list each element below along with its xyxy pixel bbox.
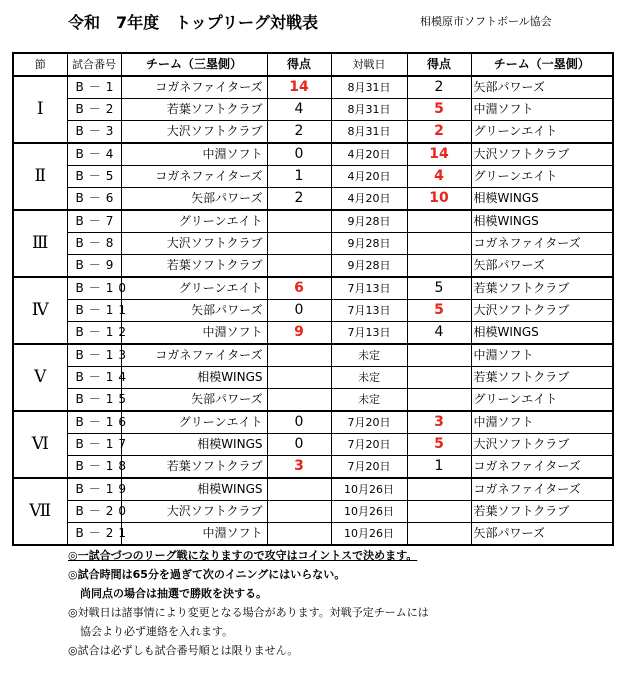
score-third-base	[267, 501, 331, 523]
team-third-base: 若葉ソフトクラブ	[121, 456, 267, 479]
team-third-base: グリーンエイト	[121, 411, 267, 434]
team-first-base: 矢部パワーズ	[471, 523, 613, 546]
match-date: 未定	[331, 389, 407, 412]
team-first-base: 大沢ソフトクラブ	[471, 143, 613, 166]
header-score1: 得点	[407, 53, 471, 76]
match-number: B－13	[67, 344, 121, 367]
score-third-base	[267, 344, 331, 367]
section-label: Ⅶ	[13, 478, 67, 545]
match-number: B－10	[67, 277, 121, 300]
score-third-base: 2	[267, 121, 331, 144]
header-row	[13, 53, 613, 76]
table-row	[13, 76, 613, 99]
score-first-base	[407, 233, 471, 255]
team-first-base: グリーンエイト	[471, 389, 613, 412]
match-date: 9月28日	[331, 233, 407, 255]
table-row	[13, 478, 613, 501]
score-first-base: 2	[407, 121, 471, 144]
score-third-base	[267, 367, 331, 389]
match-number: B－1	[67, 76, 121, 99]
score-first-base	[407, 523, 471, 546]
table-row	[13, 143, 613, 166]
table-row	[13, 99, 613, 121]
table-row	[13, 210, 613, 233]
team-third-base: グリーンエイト	[121, 277, 267, 300]
score-third-base: 0	[267, 300, 331, 322]
score-first-base	[407, 478, 471, 501]
team-third-base: 中淵ソフト	[121, 523, 267, 546]
schedule-body	[13, 76, 613, 545]
match-date: 7月13日	[331, 277, 407, 300]
match-number: B－14	[67, 367, 121, 389]
score-third-base: 3	[267, 456, 331, 479]
score-third-base: 14	[267, 76, 331, 99]
note-line: 協会より必ず連絡を入れます。	[80, 625, 234, 638]
team-third-base: 若葉ソフトクラブ	[121, 255, 267, 278]
match-number: B－9	[67, 255, 121, 278]
header-section: 節	[13, 53, 67, 76]
score-first-base: 4	[407, 166, 471, 188]
note-line: ◎試合時間は65分を過ぎて次のイニングにはいらない。	[68, 568, 346, 581]
score-first-base: 14	[407, 143, 471, 166]
table-row	[13, 367, 613, 389]
match-number: B－18	[67, 456, 121, 479]
table-row	[13, 344, 613, 367]
score-third-base	[267, 255, 331, 278]
match-date: 7月13日	[331, 322, 407, 345]
team-first-base: 若葉ソフトクラブ	[471, 367, 613, 389]
score-first-base	[407, 501, 471, 523]
score-third-base: 1	[267, 166, 331, 188]
match-date: 10月26日	[331, 523, 407, 546]
team-first-base: コガネファイターズ	[471, 233, 613, 255]
table-row	[13, 166, 613, 188]
section-label: Ⅳ	[13, 277, 67, 344]
team-third-base: グリーンエイト	[121, 210, 267, 233]
table-row	[13, 121, 613, 144]
team-first-base: 若葉ソフトクラブ	[471, 277, 613, 300]
score-third-base: 6	[267, 277, 331, 300]
team-third-base: 中淵ソフト	[121, 322, 267, 345]
header-team1: チーム（一塁側）	[471, 53, 613, 76]
header-match-no: 試合番号	[67, 53, 121, 76]
section-label: Ⅵ	[13, 411, 67, 478]
header-team3: チーム（三塁側）	[121, 53, 267, 76]
score-first-base	[407, 367, 471, 389]
section-label: Ⅴ	[13, 344, 67, 411]
match-number: B－3	[67, 121, 121, 144]
match-date: 10月26日	[331, 478, 407, 501]
team-third-base: 矢部パワーズ	[121, 300, 267, 322]
match-number: B－21	[67, 523, 121, 546]
score-third-base: 0	[267, 411, 331, 434]
match-number: B－4	[67, 143, 121, 166]
team-third-base: コガネファイターズ	[121, 76, 267, 99]
note-line: 尚同点の場合は抽選で勝敗を決する。	[80, 587, 267, 600]
team-first-base: コガネファイターズ	[471, 456, 613, 479]
match-number: B－11	[67, 300, 121, 322]
page-title: 令和 7年度 トップリーグ対戦表	[68, 13, 319, 32]
table-row	[13, 233, 613, 255]
match-number: B－20	[67, 501, 121, 523]
score-first-base: 5	[407, 99, 471, 121]
score-third-base	[267, 523, 331, 546]
match-number: B－7	[67, 210, 121, 233]
match-date: 7月13日	[331, 300, 407, 322]
match-number: B－2	[67, 99, 121, 121]
match-date: 10月26日	[331, 501, 407, 523]
team-third-base: 相模WINGS	[121, 478, 267, 501]
team-third-base: 相模WINGS	[121, 434, 267, 456]
score-third-base: 9	[267, 322, 331, 345]
score-first-base: 5	[407, 277, 471, 300]
team-first-base: グリーンエイト	[471, 121, 613, 144]
match-number: B－16	[67, 411, 121, 434]
table-row	[13, 456, 613, 479]
score-first-base	[407, 210, 471, 233]
score-first-base	[407, 255, 471, 278]
note-line: ◎一試合づつのリーグ戦になりますので攻守はコイントスで決めます。	[68, 549, 418, 562]
score-third-base	[267, 389, 331, 412]
table-row	[13, 255, 613, 278]
table-row	[13, 434, 613, 456]
team-third-base: コガネファイターズ	[121, 344, 267, 367]
match-date: 4月20日	[331, 188, 407, 211]
team-first-base: 中淵ソフト	[471, 99, 613, 121]
team-first-base: 矢部パワーズ	[471, 255, 613, 278]
table-row	[13, 523, 613, 546]
team-first-base: 矢部パワーズ	[471, 76, 613, 99]
team-first-base: グリーンエイト	[471, 166, 613, 188]
section-label: Ⅲ	[13, 210, 67, 277]
team-third-base: 相模WINGS	[121, 367, 267, 389]
header-score3: 得点	[267, 53, 331, 76]
team-third-base: 大沢ソフトクラブ	[121, 501, 267, 523]
score-first-base: 1	[407, 456, 471, 479]
organization-name: 相模原市ソフトボール協会	[420, 15, 552, 28]
table-row	[13, 501, 613, 523]
table-row	[13, 389, 613, 412]
table-row	[13, 277, 613, 300]
match-number: B－15	[67, 389, 121, 412]
score-first-base: 4	[407, 322, 471, 345]
team-third-base: 若葉ソフトクラブ	[121, 99, 267, 121]
match-number: B－17	[67, 434, 121, 456]
team-first-base: 若葉ソフトクラブ	[471, 501, 613, 523]
note-line: ◎試合は必ずしも試合番号順とは限りません。	[68, 644, 299, 657]
schedule-table	[12, 52, 614, 546]
team-first-base: コガネファイターズ	[471, 478, 613, 501]
table-row	[13, 188, 613, 211]
header-date: 対戦日	[331, 53, 407, 76]
match-date: 未定	[331, 344, 407, 367]
team-third-base: 矢部パワーズ	[121, 188, 267, 211]
match-number: B－12	[67, 322, 121, 345]
score-first-base: 5	[407, 434, 471, 456]
match-date: 7月20日	[331, 434, 407, 456]
match-date: 未定	[331, 367, 407, 389]
match-date: 8月31日	[331, 99, 407, 121]
team-first-base: 大沢ソフトクラブ	[471, 434, 613, 456]
score-third-base: 0	[267, 143, 331, 166]
team-first-base: 中淵ソフト	[471, 411, 613, 434]
match-date: 8月31日	[331, 76, 407, 99]
match-date: 8月31日	[331, 121, 407, 144]
team-third-base: 大沢ソフトクラブ	[121, 121, 267, 144]
score-third-base: 4	[267, 99, 331, 121]
score-third-base	[267, 478, 331, 501]
match-number: B－6	[67, 188, 121, 211]
team-third-base: 矢部パワーズ	[121, 389, 267, 412]
team-first-base: 中淵ソフト	[471, 344, 613, 367]
team-third-base: コガネファイターズ	[121, 166, 267, 188]
team-third-base: 中淵ソフト	[121, 143, 267, 166]
score-first-base: 5	[407, 300, 471, 322]
score-first-base	[407, 389, 471, 412]
team-first-base: 相模WINGS	[471, 210, 613, 233]
note-line: ◎対戦日は諸事情により変更となる場合があります。対戦予定チームには	[68, 606, 429, 619]
team-first-base: 相模WINGS	[471, 188, 613, 211]
match-date: 7月20日	[331, 411, 407, 434]
score-first-base	[407, 344, 471, 367]
table-row	[13, 411, 613, 434]
match-number: B－5	[67, 166, 121, 188]
match-date: 9月28日	[331, 210, 407, 233]
team-first-base: 相模WINGS	[471, 322, 613, 345]
section-label: Ⅰ	[13, 76, 67, 143]
score-first-base: 2	[407, 76, 471, 99]
match-number: B－19	[67, 478, 121, 501]
notes	[68, 546, 429, 660]
section-label: Ⅱ	[13, 143, 67, 210]
match-date: 4月20日	[331, 143, 407, 166]
score-third-base: 0	[267, 434, 331, 456]
table-row	[13, 300, 613, 322]
score-third-base: 2	[267, 188, 331, 211]
match-date: 7月20日	[331, 456, 407, 479]
score-first-base: 3	[407, 411, 471, 434]
team-first-base: 大沢ソフトクラブ	[471, 300, 613, 322]
score-third-base	[267, 210, 331, 233]
match-date: 9月28日	[331, 255, 407, 278]
match-date: 4月20日	[331, 166, 407, 188]
match-number: B－8	[67, 233, 121, 255]
score-first-base: 10	[407, 188, 471, 211]
table-row	[13, 322, 613, 345]
team-third-base: 大沢ソフトクラブ	[121, 233, 267, 255]
score-third-base	[267, 233, 331, 255]
